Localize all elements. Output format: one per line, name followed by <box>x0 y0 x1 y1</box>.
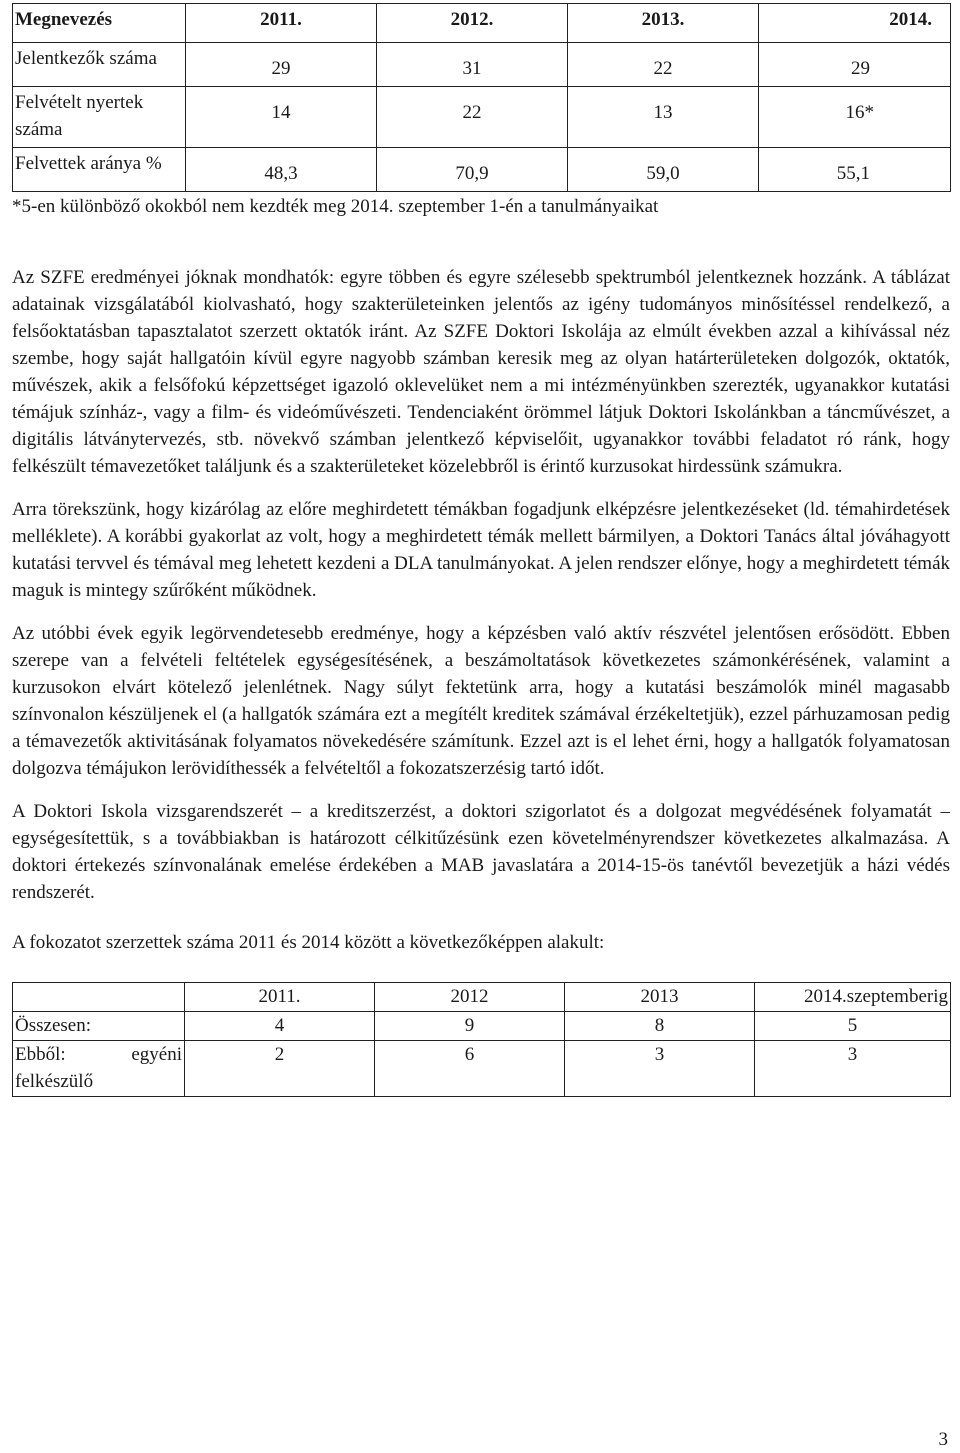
header-cell-empty <box>13 983 185 1012</box>
table-cell: 4 <box>185 1012 375 1041</box>
paragraph-degrees-intro: A fokozatot szerzettek száma 2011 és 2014 között a következőképpen alakult: <box>12 932 605 953</box>
table-header-row <box>13 4 951 43</box>
paragraph-results: Az SZFE eredményei jóknak mondhatók: egyre többen és egyre szélesebb spektrumból jelentkeznek hozzánk. A táblázat adatainak vizsgálatából kiolvasható, hogy szakterületeinken jelentős az igény tudományos minősítéssel rendelkező, a felsőoktatásban tapasztalatot szerzett oktatók iránt. Az SZFE Doktori Iskolája az elmúlt években azzal a kihívással néz szembe, hogy saját hallgatóin kívül egyre nagyobb számban keresik meg az olyan határterületeken dolgozók, oktatók, művészek, akik a felsőfokú képzettséget igazoló oklevelüket nem a mi intézményünkben szerezték, ugyanakkor kutatási témájuk színház-, vagy a film- és videóművészeti. Tendenciaként örömmel látjuk Doktori Iskolánkban a táncművészet, a digitális látványtervezés, stb. növekvő számban jelentkező képviselőit, ugyanakkor további feladatot ró ránk, hogy felkészült témavezetőket találjunk és a szakterületeket közelebbről is érintő kurzusokat hirdessünk számukra. <box>12 267 950 477</box>
table-header-row <box>13 983 951 1012</box>
table-cell: 3 <box>755 1041 951 1097</box>
header-cell-2014-september: 2014.szeptemberig <box>755 983 951 1012</box>
table-cell: 22 <box>568 43 759 87</box>
row-label <box>13 1041 185 1097</box>
header-cell-2012: 2012. <box>377 4 568 43</box>
table-cell: 70,9 <box>377 148 568 192</box>
header-cell-name: Megnevezés <box>13 4 186 43</box>
table-cell: 16* <box>759 87 951 148</box>
spacer <box>12 220 950 264</box>
table-cell: 22 <box>377 87 568 148</box>
table-row <box>13 148 951 192</box>
header-cell-2013: 2013. <box>568 4 759 43</box>
header-cell-2011: 2011. <box>185 983 375 1012</box>
table-cell: 55,1 <box>759 148 951 192</box>
table-row <box>13 1012 951 1041</box>
header-cell-2013: 2013 <box>565 983 755 1012</box>
spacer <box>12 906 950 929</box>
table-cell: 2 <box>185 1041 375 1097</box>
header-cell-2012: 2012 <box>375 983 565 1012</box>
row-label: Összesen: <box>13 1012 185 1041</box>
row-label-line: felkészülő <box>15 1071 94 1092</box>
spacer <box>12 604 950 620</box>
page-number: 3 <box>938 1429 948 1450</box>
paragraph-exam-system: A Doktori Iskola vizsgarendszerét – a kreditszerzést, a doktori szigorlatot és a dolgozat megvédésének folyamatát – egységesítettük, s a továbbiakban is határozott célkitűzésünk ezen követelményrendszer következetes alkalmazása. A doktori értekezés színvonalának emelése érdekében a MAB javaslatára a 2014-15-ös tanévtől bevezetjük a házi védés rendszerét. <box>12 801 950 903</box>
row-label: Jelentkezők száma <box>13 43 186 87</box>
table-row <box>13 43 951 87</box>
table-cell: 5 <box>755 1012 951 1041</box>
table-cell: 29 <box>186 43 377 87</box>
table-cell: 13 <box>568 87 759 148</box>
spacer <box>12 956 950 982</box>
table-cell: 3 <box>565 1041 755 1097</box>
row-label: Felvettek aránya % <box>13 148 186 192</box>
degrees-table <box>12 982 951 1097</box>
paragraph-participation: Az utóbbi évek egyik legörvendetesebb eredménye, hogy a képzésben való aktív részvétel jelentősen erősödött. Ebben szerepe van a felvételi feltételek egységesítésének, a beszámoltatások következetes számonkérésének, valamint a kurzusokon elvárt kötelező jelenlétnek. Nagy súlyt fektetünk arra, hogy a kutatási beszámolók minél magasabb színvonalon készüljenek el (a hallgatók számára ezt a megítélt kreditek számával érzékeltetjük), ezzel párhuzamosan pedig a témavezetők aktivitásának folyamatos növekedésére számítunk. Ezzel azt is el lehet érni, hogy a hallgatók folyamatosan dolgozva témájukon lerövidíthessék a felvételtől a fokozatszerzésig tartó időt. <box>12 623 950 779</box>
table-cell: 8 <box>565 1012 755 1041</box>
table-cell: 14 <box>186 87 377 148</box>
table-row <box>13 87 951 148</box>
spacer <box>12 782 950 798</box>
paragraph-topics: Arra törekszünk, hogy kizárólag az előre meghirdetett témákban fogadjunk elképzésre jelentkezéseket (ld. témahirdetések melléklete). A korábbi gyakorlat az volt, hogy a meghirdetett témák mellett bármilyen, a Doktori Tanács által jóváhagyott kutatási tervvel és témával meg lehetett kezdeni a DLA tanulmányokat. A jelen rendszer előnye, hogy a meghirdetett témák maguk is mintegy szűrőként működnek. <box>12 499 950 601</box>
table-cell: 59,0 <box>568 148 759 192</box>
row-label-part: Ebből: <box>15 1044 66 1065</box>
header-cell-2011: 2011. <box>186 4 377 43</box>
table-cell: 48,3 <box>186 148 377 192</box>
table-footnote: *5-en különböző okokból nem kezdték meg 2014. szeptember 1-én a tanulmányaikat <box>12 196 659 217</box>
table-cell: 6 <box>375 1041 565 1097</box>
document-page <box>12 3 950 1097</box>
table-row <box>13 1041 951 1097</box>
spacer <box>12 480 950 496</box>
row-label: Felvételt nyertek száma <box>13 87 186 148</box>
row-label-line <box>15 1041 182 1068</box>
table-cell: 31 <box>377 43 568 87</box>
applicants-table <box>12 3 951 192</box>
table-cell: 9 <box>375 1012 565 1041</box>
header-cell-2014: 2014. <box>759 4 951 43</box>
row-label-part: egyéni <box>131 1044 182 1065</box>
table-cell: 29 <box>759 43 951 87</box>
